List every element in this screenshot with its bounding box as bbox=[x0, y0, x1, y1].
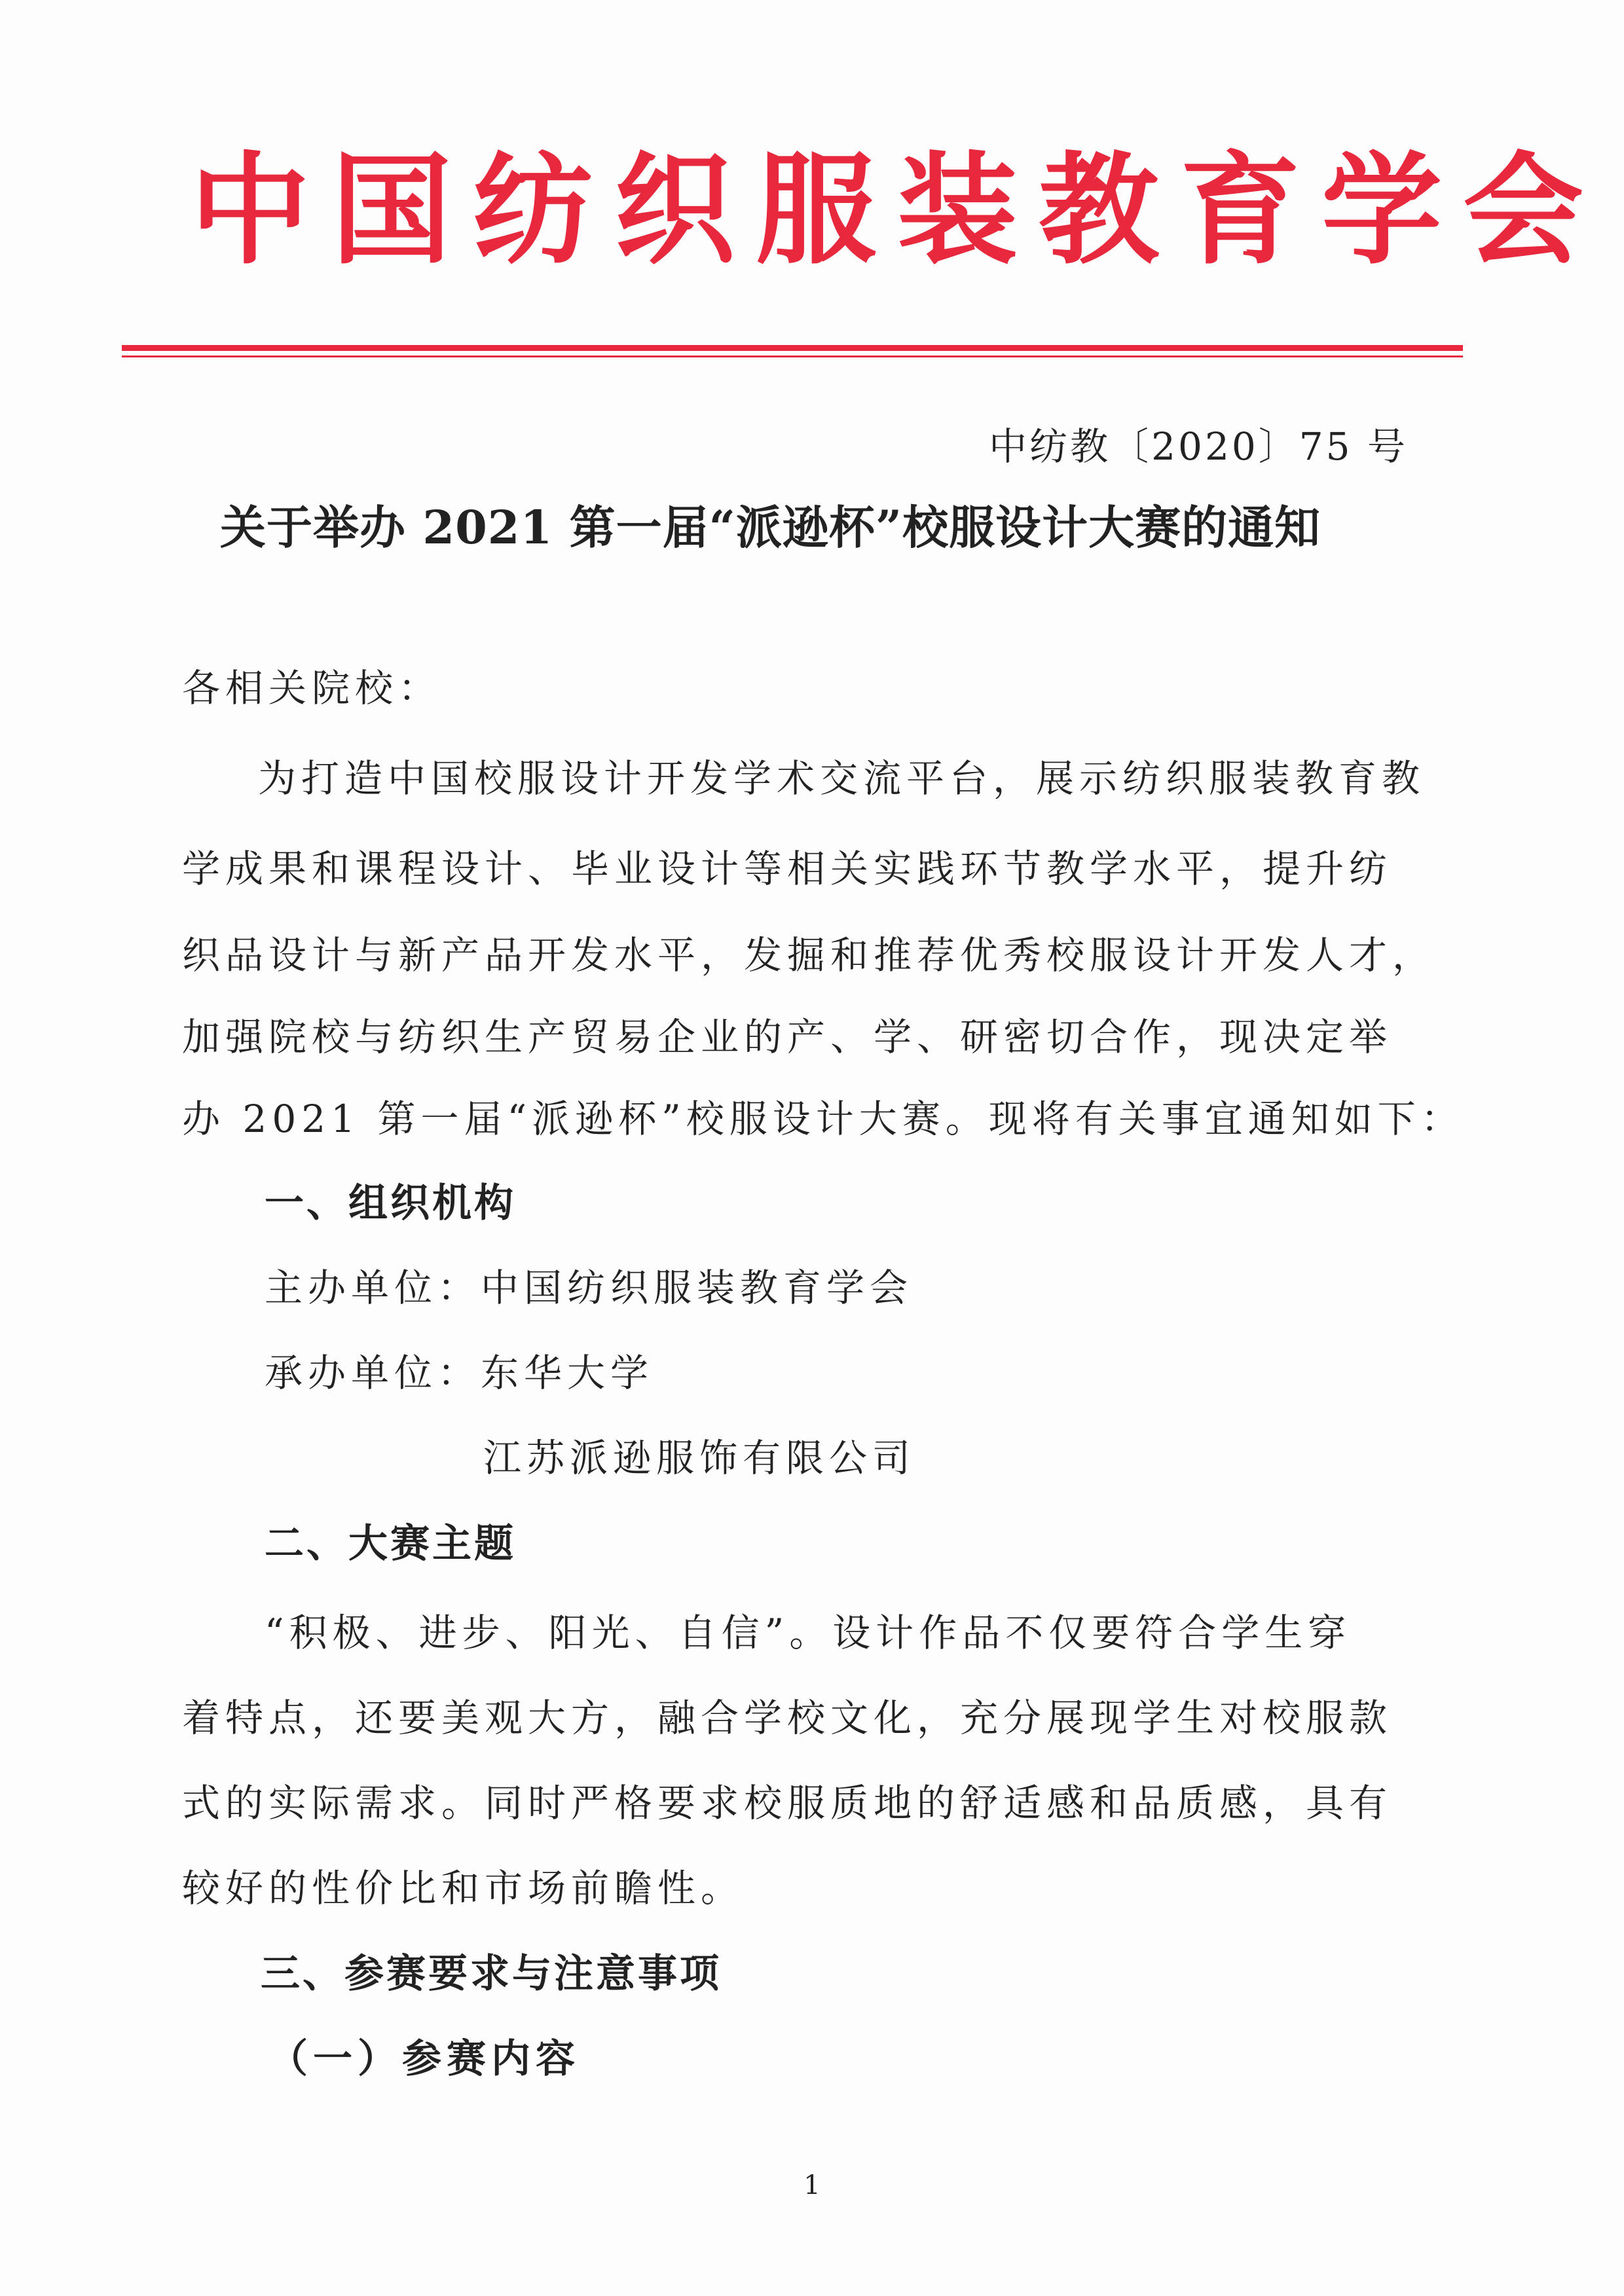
theme-line: 式的实际需求。同时严格要求校服质地的舒适感和品质感，具有 bbox=[182, 1781, 1393, 1825]
organizer-line: 江苏派逊服饰有限公司 bbox=[483, 1436, 916, 1480]
sub-heading: （一）参赛内容 bbox=[268, 2036, 580, 2082]
letterhead-rule-thin bbox=[122, 355, 1463, 357]
letterhead-title: 中国纺织服装教育学会 bbox=[190, 141, 1605, 281]
intro-line: 为打造中国校服设计开发学术交流平台，展示纺织服装教育教 bbox=[258, 756, 1426, 801]
intro-line: 加强院校与纺织生产贸易企业的产、学、研密切合作，现决定举 bbox=[182, 1015, 1393, 1059]
letterhead-rule-thick bbox=[122, 345, 1463, 351]
salutation: 各相关院校： bbox=[182, 666, 442, 710]
intro-line: 办 2021 第一届“派逊杯”校服设计大赛。现将有关事宜通知如下： bbox=[182, 1097, 1464, 1141]
theme-line: “积极、进步、阳光、自信”。设计作品不仅要符合学生穿 bbox=[265, 1611, 1352, 1655]
intro-line: 织品设计与新产品开发水平，发掘和推荐优秀校服设计开发人才， bbox=[182, 933, 1436, 977]
document-number: 中纺教〔2020〕75 号 bbox=[989, 424, 1408, 469]
host-line: 主办单位：中国纺织服装教育学会 bbox=[265, 1266, 913, 1310]
organizer-line: 承办单位：东华大学 bbox=[265, 1351, 654, 1395]
page-number: 1 bbox=[803, 2170, 821, 2200]
intro-line: 学成果和课程设计、毕业设计等相关实践环节教学水平，提升纺 bbox=[182, 847, 1393, 891]
section-heading: 三、参赛要求与注意事项 bbox=[261, 1951, 722, 1997]
section-heading: 一、组织机构 bbox=[265, 1180, 516, 1226]
document-title: 关于举办 2021 第一届“派逊杯”校服设计大赛的通知 bbox=[220, 500, 1321, 555]
section-heading: 二、大赛主题 bbox=[265, 1521, 516, 1567]
theme-line: 较好的性价比和市场前瞻性。 bbox=[182, 1866, 745, 1910]
theme-line: 着特点，还要美观大方，融合学校文化，充分展现学生对校服款 bbox=[182, 1696, 1393, 1740]
